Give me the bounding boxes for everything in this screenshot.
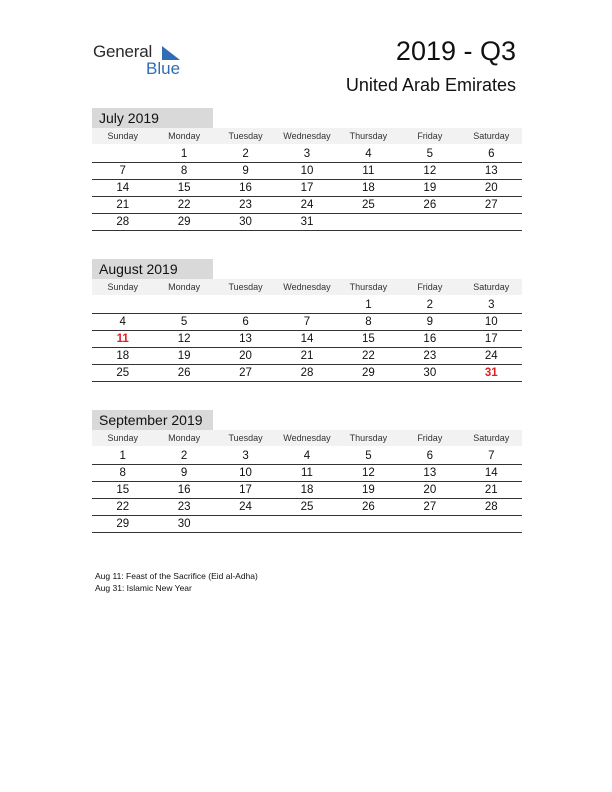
day-cell: 15: [153, 180, 214, 197]
day-cell: 26: [153, 365, 214, 382]
weekday-header-row: [92, 128, 522, 144]
day-cell: 23: [399, 348, 460, 365]
holiday-note: Aug 31: Islamic New Year: [95, 583, 192, 593]
weekday-header: Sunday: [92, 430, 153, 446]
day-cell: 8: [92, 465, 153, 482]
day-cell: [399, 516, 460, 533]
weekday-header: Sunday: [92, 279, 153, 295]
weekday-header: Friday: [399, 430, 460, 446]
day-cell: 27: [215, 365, 276, 382]
month-block-august: [92, 259, 522, 382]
day-cell: 30: [153, 516, 214, 533]
day-cell: 27: [399, 499, 460, 516]
day-cell: 2: [399, 297, 460, 314]
weekday-header: Tuesday: [215, 128, 276, 144]
day-cell: [461, 516, 522, 533]
day-cell: 4: [338, 146, 399, 163]
day-cell: 24: [215, 499, 276, 516]
day-cell: 21: [461, 482, 522, 499]
day-cell: 8: [338, 314, 399, 331]
week-row: [92, 214, 522, 231]
day-cell: 31: [461, 365, 522, 382]
week-row: [92, 314, 522, 331]
day-cell: 13: [461, 163, 522, 180]
week-row: [92, 146, 522, 163]
day-cell: 29: [153, 214, 214, 231]
day-cell: 14: [92, 180, 153, 197]
day-cell: 11: [92, 331, 153, 348]
brand-logo: [93, 40, 193, 80]
day-cell: [92, 297, 153, 314]
day-cell: 7: [461, 448, 522, 465]
week-row: [92, 448, 522, 465]
day-cell: 26: [399, 197, 460, 214]
day-cell: [399, 214, 460, 231]
day-cell: 28: [276, 365, 337, 382]
weekday-header: Saturday: [461, 279, 522, 295]
weekday-header: Thursday: [338, 430, 399, 446]
weekday-header: Friday: [399, 128, 460, 144]
page-title: 2019 - Q3: [395, 36, 516, 66]
day-cell: 25: [276, 499, 337, 516]
day-cell: 20: [215, 348, 276, 365]
day-cell: 1: [338, 297, 399, 314]
day-cell: 21: [276, 348, 337, 365]
day-cell: 19: [338, 482, 399, 499]
day-cell: 23: [215, 197, 276, 214]
day-cell: 4: [92, 314, 153, 331]
month-block-july: [92, 108, 522, 231]
weekday-header: Wednesday: [276, 430, 337, 446]
week-row: [92, 163, 522, 180]
day-cell: 23: [153, 499, 214, 516]
day-cell: 12: [399, 163, 460, 180]
day-cell: 11: [276, 465, 337, 482]
day-cell: 26: [338, 499, 399, 516]
day-cell: 4: [276, 448, 337, 465]
day-cell: 16: [215, 180, 276, 197]
day-cell: [338, 516, 399, 533]
day-cell: 7: [276, 314, 337, 331]
day-cell: [338, 214, 399, 231]
day-cell: 19: [399, 180, 460, 197]
day-cell: 24: [461, 348, 522, 365]
day-cell: 10: [215, 465, 276, 482]
week-row: [92, 180, 522, 197]
brand-word-blue: Blue: [146, 59, 181, 78]
month-calendar-table: [92, 279, 522, 382]
weekday-header: Tuesday: [215, 279, 276, 295]
day-cell: [153, 297, 214, 314]
day-cell: 16: [153, 482, 214, 499]
day-cell: 15: [92, 482, 153, 499]
weekday-header: Wednesday: [276, 279, 337, 295]
month-title: September 2019: [92, 410, 213, 430]
day-cell: 9: [399, 314, 460, 331]
weekday-header: Tuesday: [215, 430, 276, 446]
day-cell: 28: [92, 214, 153, 231]
day-cell: 2: [153, 448, 214, 465]
day-cell: 17: [215, 482, 276, 499]
day-cell: 13: [399, 465, 460, 482]
day-cell: 24: [276, 197, 337, 214]
month-block-september: [92, 410, 522, 533]
week-row: [92, 516, 522, 533]
day-cell: 27: [461, 197, 522, 214]
day-cell: 21: [92, 197, 153, 214]
day-cell: 19: [153, 348, 214, 365]
day-cell: 16: [399, 331, 460, 348]
day-cell: 18: [92, 348, 153, 365]
day-cell: 28: [461, 499, 522, 516]
holiday-notes: [95, 570, 258, 594]
week-row: [92, 331, 522, 348]
day-cell: 3: [461, 297, 522, 314]
day-cell: 14: [276, 331, 337, 348]
day-cell: 5: [153, 314, 214, 331]
day-cell: 10: [276, 163, 337, 180]
week-row: [92, 348, 522, 365]
day-cell: 22: [92, 499, 153, 516]
weekday-header-row: [92, 279, 522, 295]
country-subtitle: United Arab Emirates: [345, 75, 516, 95]
day-cell: 12: [153, 331, 214, 348]
day-cell: 29: [92, 516, 153, 533]
day-cell: 5: [399, 146, 460, 163]
day-cell: 9: [215, 163, 276, 180]
day-cell: 18: [338, 180, 399, 197]
brand-triangle-icon: [162, 46, 180, 60]
week-row: [92, 482, 522, 499]
weekday-header-row: [92, 430, 522, 446]
week-row: [92, 197, 522, 214]
day-cell: [276, 297, 337, 314]
day-cell: [276, 516, 337, 533]
day-cell: 2: [215, 146, 276, 163]
day-cell: 17: [461, 331, 522, 348]
month-calendar-table: [92, 430, 522, 533]
week-row: [92, 297, 522, 314]
day-cell: 31: [276, 214, 337, 231]
day-cell: 14: [461, 465, 522, 482]
day-cell: 29: [338, 365, 399, 382]
week-row: [92, 499, 522, 516]
day-cell: 20: [399, 482, 460, 499]
day-cell: 12: [338, 465, 399, 482]
month-calendar-table: [92, 128, 522, 231]
weekday-header: Saturday: [461, 128, 522, 144]
day-cell: 15: [338, 331, 399, 348]
weekday-header: Wednesday: [276, 128, 337, 144]
month-title: August 2019: [92, 259, 213, 279]
day-cell: 25: [338, 197, 399, 214]
month-title: July 2019: [92, 108, 213, 128]
day-cell: 6: [399, 448, 460, 465]
day-cell: 30: [399, 365, 460, 382]
weekday-header: Friday: [399, 279, 460, 295]
week-row: [92, 365, 522, 382]
day-cell: [461, 214, 522, 231]
day-cell: 22: [153, 197, 214, 214]
day-cell: 13: [215, 331, 276, 348]
day-cell: 11: [338, 163, 399, 180]
day-cell: 17: [276, 180, 337, 197]
week-row: [92, 465, 522, 482]
day-cell: 8: [153, 163, 214, 180]
weekday-header: Thursday: [338, 279, 399, 295]
day-cell: 3: [215, 448, 276, 465]
day-cell: 1: [92, 448, 153, 465]
day-cell: 10: [461, 314, 522, 331]
holiday-note: Aug 11: Feast of the Sacrifice (Eid al-Adha): [95, 571, 258, 581]
day-cell: [92, 146, 153, 163]
day-cell: 5: [338, 448, 399, 465]
day-cell: 6: [461, 146, 522, 163]
day-cell: [215, 297, 276, 314]
day-cell: [215, 516, 276, 533]
day-cell: 22: [338, 348, 399, 365]
day-cell: 9: [153, 465, 214, 482]
day-cell: 30: [215, 214, 276, 231]
day-cell: 20: [461, 180, 522, 197]
weekday-header: Saturday: [461, 430, 522, 446]
day-cell: 1: [153, 146, 214, 163]
weekday-header: Sunday: [92, 128, 153, 144]
weekday-header: Monday: [153, 128, 214, 144]
weekday-header: Thursday: [338, 128, 399, 144]
brand-word-general: General: [93, 42, 153, 61]
day-cell: 25: [92, 365, 153, 382]
day-cell: 18: [276, 482, 337, 499]
day-cell: 7: [92, 163, 153, 180]
weekday-header: Monday: [153, 279, 214, 295]
weekday-header: Monday: [153, 430, 214, 446]
day-cell: 3: [276, 146, 337, 163]
day-cell: 6: [215, 314, 276, 331]
